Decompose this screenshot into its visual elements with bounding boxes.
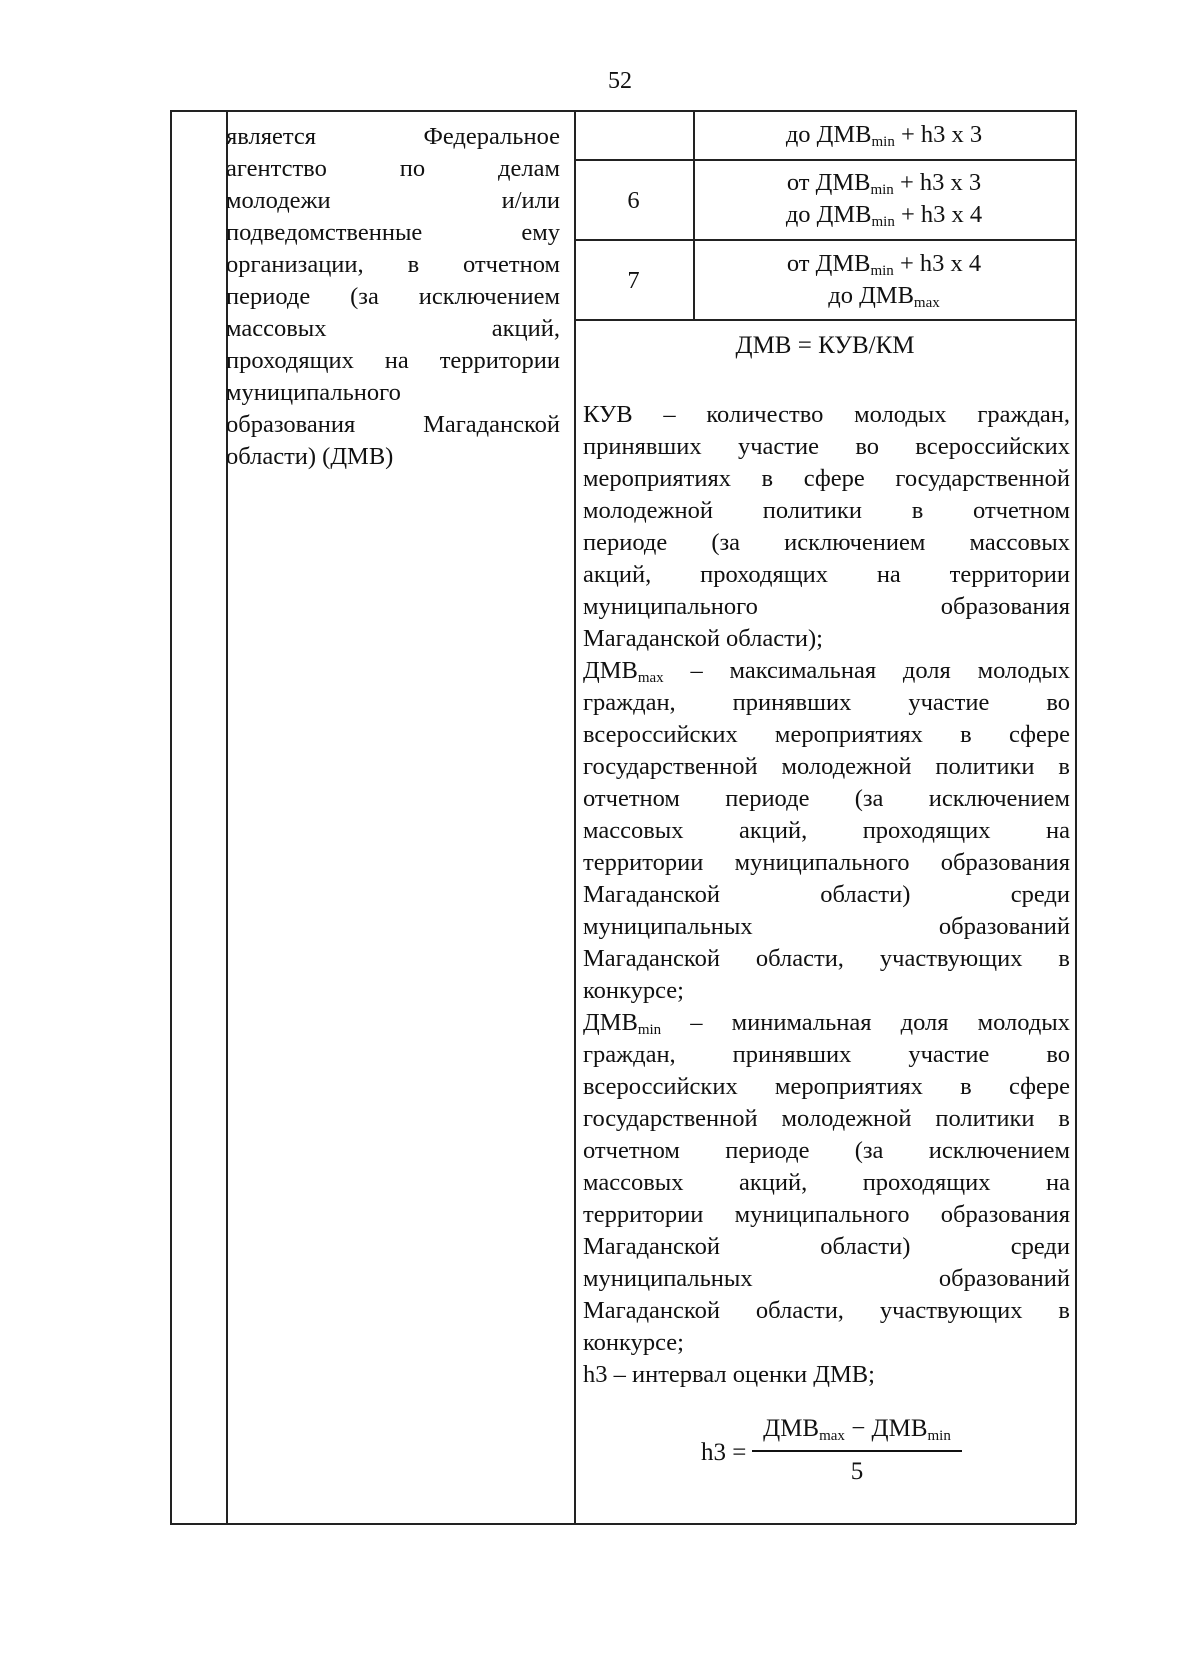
description-line: территории муниципального образования: [583, 1201, 1070, 1228]
score-cell: 7: [627, 267, 640, 294]
range-cell: от $ДМВ_{min} + h3$ x 3 до $ДМВ_{min} + h3$ x 4: [785, 169, 983, 230]
indicator-description: [226, 121, 560, 473]
indicator-line: проходящих на территории: [226, 347, 560, 374]
score-cell: 6: [627, 187, 640, 214]
description-line: массовых акций, проходящих на: [583, 817, 1070, 844]
description-line: Магаданской области) среди: [583, 1233, 1070, 1260]
range-cell: от $ДМВ_{min} + h3$ x 4 до $ДМВ_{max}$: [786, 250, 982, 311]
description-line: принявших участие во всероссийских: [583, 433, 1070, 460]
description-line: конкурсе;: [583, 1329, 684, 1356]
description-line: муниципального образования: [583, 593, 1070, 620]
indicator-line: периоде (за исключением: [226, 283, 560, 310]
description-line: всероссийских мероприятиях в сфере: [583, 1073, 1070, 1100]
description-line: $ДМВ_{min}$ – минимальная доля молодых: [583, 1009, 1070, 1038]
description-line: массовых акций, проходящих на: [583, 1169, 1070, 1196]
description-line: Магаданской области, участвующих в: [583, 1297, 1070, 1324]
description-line: акций, проходящих на территории: [583, 561, 1070, 588]
description-line: периоде (за исключением массовых: [583, 529, 1070, 556]
description-line: граждан, принявших участие во: [583, 1041, 1070, 1068]
description-line: муниципальных образований: [583, 1265, 1070, 1292]
description-line: Магаданской области) среди: [583, 881, 1070, 908]
formula-description: [583, 399, 1070, 1391]
indicator-line: области) (ДМВ): [226, 443, 394, 470]
description-line: h3 – интервал оценки ДМВ;: [583, 1361, 875, 1388]
description-line: молодежной политики в отчетном: [583, 497, 1070, 524]
description-line: государственной молодежной политики в: [583, 1105, 1070, 1132]
main-formula: ДМВ = КУВ/КМ: [735, 332, 915, 359]
fraction-bar: [752, 1450, 962, 1452]
description-line: граждан, принявших участие во: [583, 689, 1070, 716]
h3-lhs: h3 =: [701, 1439, 747, 1466]
page-number: 52: [608, 68, 632, 94]
description-line: Магаданской области);: [583, 625, 823, 652]
indicator-line: подведомственные ему: [226, 219, 560, 246]
description-line: муниципальных образований: [583, 913, 1070, 940]
indicator-line: массовых акций,: [226, 315, 560, 342]
description-line: Магаданской области, участвующих в: [583, 945, 1070, 972]
description-line: государственной молодежной политики в: [583, 753, 1070, 780]
description-line: отчетном периоде (за исключением: [583, 1137, 1070, 1164]
indicator-line: агентство по делам: [226, 155, 560, 182]
description-line: всероссийских мероприятиях в сфере: [583, 721, 1070, 748]
description-line: $ДМВ_{max}$ – максимальная доля молодых: [583, 657, 1070, 686]
indicator-line: муниципального: [226, 379, 401, 406]
indicator-line: организации, в отчетном: [226, 251, 560, 278]
range-cell: до $ДМВ_{min} + h3$ x 3: [785, 121, 983, 150]
indicator-line: молодежи и/или: [226, 187, 560, 214]
indicator-line: является Федеральное: [226, 123, 560, 150]
indicator-line: образования Магаданской: [226, 411, 560, 438]
description-line: КУВ – количество молодых граждан,: [583, 401, 1070, 428]
h3-formula: [600, 1415, 1060, 1495]
description-line: конкурсе;: [583, 977, 684, 1004]
description-line: территории муниципального образования: [583, 849, 1070, 876]
description-line: отчетном периоде (за исключением: [583, 785, 1070, 812]
h3-numerator: $ДМВ_{max} - ДМВ_{min}$: [763, 1415, 951, 1444]
h3-denominator: 5: [850, 1458, 864, 1485]
description-line: мероприятиях в сфере государственной: [583, 465, 1070, 492]
